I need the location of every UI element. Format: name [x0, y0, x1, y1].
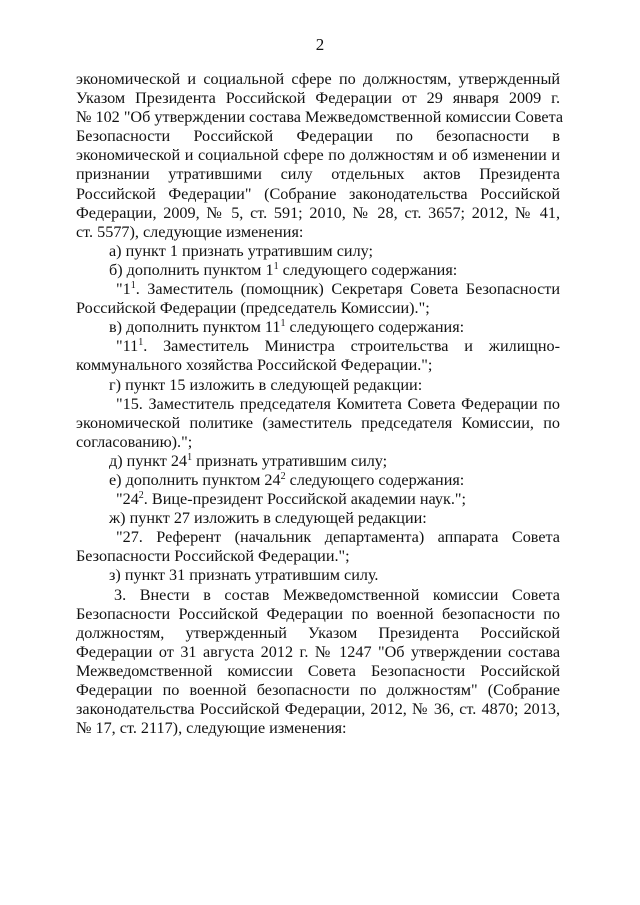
text-line [76, 471, 560, 490]
text-line [76, 337, 560, 356]
text-line: Межведомственной комиссии Совета Безопасности Российской [76, 661, 560, 680]
text-line: экономической политике (заместитель председателя Комиссии, по [76, 413, 560, 432]
text-line: Безопасности Российской Федерации по безопасности в [76, 127, 560, 146]
text-line [76, 490, 560, 509]
text-line: законодательства Российской Федерации, 2012, № 36, ст. 4870; 2013, [76, 700, 560, 719]
text-run: "1 [116, 280, 131, 299]
text-run: д) пункт 24 [109, 451, 188, 470]
text-line [76, 261, 560, 280]
superscript: 1 [187, 451, 193, 463]
text-run: следующего содержания: [285, 470, 465, 489]
text-run: . Вице-президент Российской академии наук."; [143, 490, 466, 509]
text-run: в) дополнить пунктом 11 [109, 318, 281, 337]
page-number: 2 [315, 35, 325, 54]
text-run: признать утратившим силу; [192, 451, 388, 470]
text-run: следующего содержания: [285, 318, 465, 337]
text-line [76, 452, 560, 471]
superscript: 1 [138, 337, 144, 349]
text-run: е) дополнить пунктом 24 [109, 470, 281, 489]
superscript: 1 [273, 260, 279, 272]
text-run: следующего содержания: [278, 260, 458, 279]
text-line: Российской Федерации (председатель Комиссии)."; [76, 299, 430, 318]
text-line: г) пункт 15 изложить в следующей редакции: [109, 375, 423, 394]
text-run: . Заместитель Министра строительства и жилищно- [143, 337, 560, 356]
text-run: б) дополнить пунктом 1 [109, 260, 274, 279]
superscript: 1 [280, 318, 286, 330]
text-line: "15. Заместитель председателя Комитета Совета Федерации по [116, 394, 560, 413]
text-line: № 102 "Об утверждении состава Межведомственной комиссии Совета [76, 108, 564, 127]
text-line: должностям, утвержденный Указом Президента Российской [76, 623, 560, 642]
text-line: ст. 5577), следующие изменения: [76, 222, 304, 241]
text-line: согласованию)."; [76, 432, 193, 451]
text-line: Федерации по военной безопасности по должностям" (Собрание [76, 681, 560, 699]
text-run: "24 [116, 490, 139, 509]
text-line [76, 280, 560, 299]
superscript: 2 [280, 470, 286, 482]
text-line: коммунального хозяйства Российской Федерации."; [76, 356, 433, 375]
text-line: ж) пункт 27 изложить в следующей редакции: [109, 509, 427, 528]
text-line: з) пункт 31 признать утратившим силу. [109, 566, 379, 585]
text-line [76, 318, 560, 337]
text-line: Федерации, 2009, № 5, ст. 591; 2010, № 28, ст. 3657; 2012, № 41, [76, 203, 560, 222]
text-run: "11 [116, 337, 139, 356]
superscript: 2 [138, 490, 144, 502]
text-line: Федерации от 31 августа 2012 г. № 1247 "Об утверждении состава [76, 642, 560, 661]
text-line: № 17, ст. 2117), следующие изменения: [76, 719, 347, 738]
text-line: Указом Президента Российской Федерации от 29 января 2009 г. [76, 89, 560, 108]
text-line: а) пункт 1 признать утратившим силу; [109, 241, 374, 260]
text-line: Российской Федерации" (Собрание законодательства Российской [76, 184, 560, 203]
document-body [76, 70, 564, 738]
text-line: 3. Внести в состав Межведомственной комиссии Совета [114, 585, 560, 604]
text-line: экономической и социальной сфере по должностям, утвержденный [76, 70, 560, 88]
text-line: "27. Референт (начальник департамента) аппарата Совета [116, 528, 560, 547]
text-line: признании утратившими силу отдельных актов Президента [76, 165, 560, 184]
text-run: . Заместитель (помощник) Секретаря Совета Безопасности [135, 280, 560, 299]
superscript: 1 [130, 280, 136, 292]
text-line: Безопасности Российской Федерации."; [76, 547, 350, 566]
text-line: Безопасности Российской Федерации по военной безопасности по [76, 604, 560, 623]
text-line: экономической и социальной сфере по должностям и об изменении и [76, 146, 560, 165]
